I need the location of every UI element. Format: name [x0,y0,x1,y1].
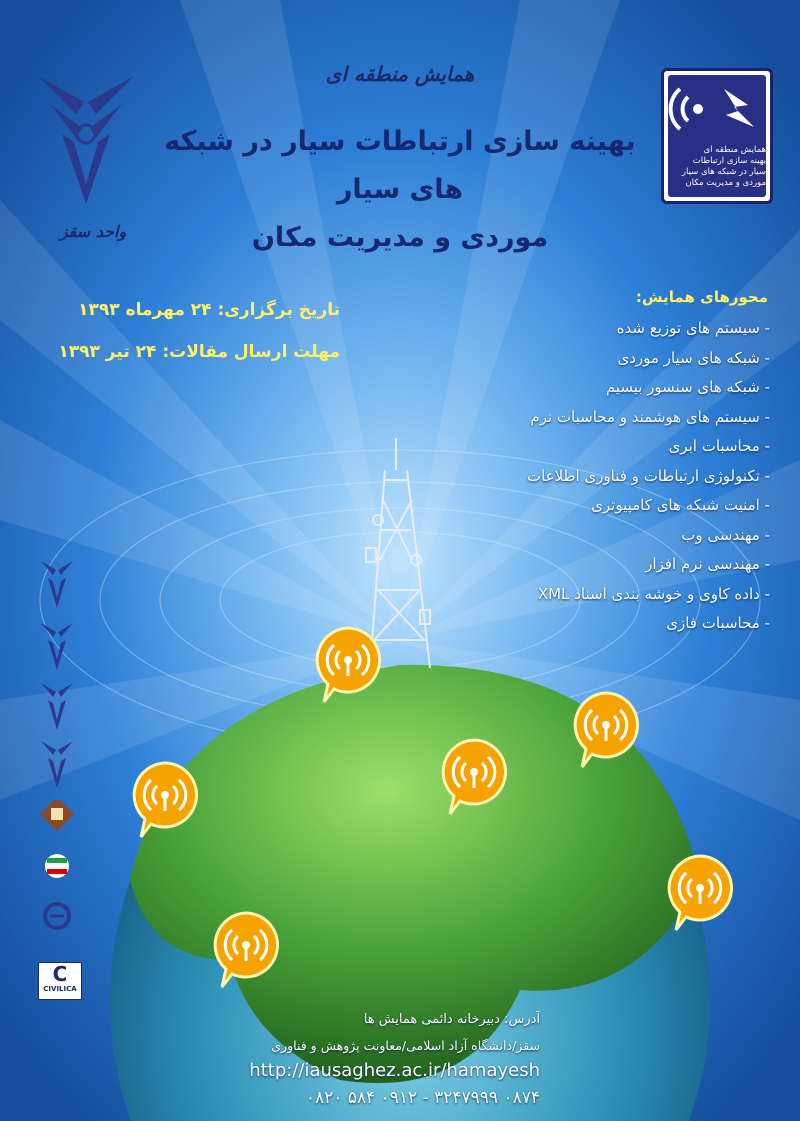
submission-deadline: مهلت ارسال مقالات: ۲۴ تیر ۱۳۹۳ [58,342,340,362]
logo-line: همایش منطقه ای [703,145,766,155]
wifi-bubble-icon [317,628,379,702]
wifi-bubble-icon [134,763,196,837]
list-item: - تکنولوژی ارتباطات و فناوری اطلاعات [526,466,770,485]
website-link[interactable]: http://iausaghez.ac.ir/hamayesh [249,1060,540,1081]
university-caption: واحد سقز [59,222,127,241]
conference-subtitle: همایش منطقه ای [325,62,475,86]
address-title: آدرس: دبیرخانه دائمی همایش ها [363,1012,540,1027]
wifi-bubble-icon [215,913,277,987]
wifi-bubble-icon [575,693,637,767]
wifi-bubble-icon [669,856,731,930]
list-item: - سیستم های هوشمند و محاسبات نرم [530,407,770,426]
logo-line: بهینه سازی ارتباطات [692,156,766,166]
logo-line: سیار در شبکه های سیار [681,167,766,177]
list-item: - شبکه های سنسور بیسیم [605,378,770,396]
title-line-2: موردی و مدیریت مکان [251,222,549,253]
civilica-label: CIVILICA [43,985,77,993]
phone-numbers: ۰۸۷۴ ۳۲۴۷۹۹۹ - ۰۹۱۲ ۵۸۴ ۰۸۲۰ [305,1088,540,1108]
list-item: - مهندسی نرم افزار [645,555,770,573]
list-item: - امنیت شبکه های کامپیوتری [591,496,770,514]
list-item: - شبکه های سیار موردی [617,348,770,367]
title-line-1: بهینه سازی ارتباطات سیار در شبکه های سیار [164,126,636,205]
held-date: تاریخ برگزاری: ۲۴ مهرماه ۱۳۹۳ [78,300,340,320]
address-line: سقز/دانشگاه آزاد اسلامی/معاونت پژوهش و فناوری [271,1038,540,1053]
list-item: - محاسبات ابری [668,437,770,455]
list-item: - مهندسی وب [681,525,770,544]
logo-line: موردی و مدیریت مکان [685,178,766,188]
civilica-c-icon: C [52,962,68,986]
list-item: - محاسبات فازی [666,614,770,632]
list-item: - سیستم های توزیع شده [616,319,770,337]
wifi-bubble-icon [443,740,505,814]
list-item: - داده کاوی و خوشه بندی اسناد XML [537,584,770,603]
topics-heading: محورهای همایش: [635,288,768,306]
